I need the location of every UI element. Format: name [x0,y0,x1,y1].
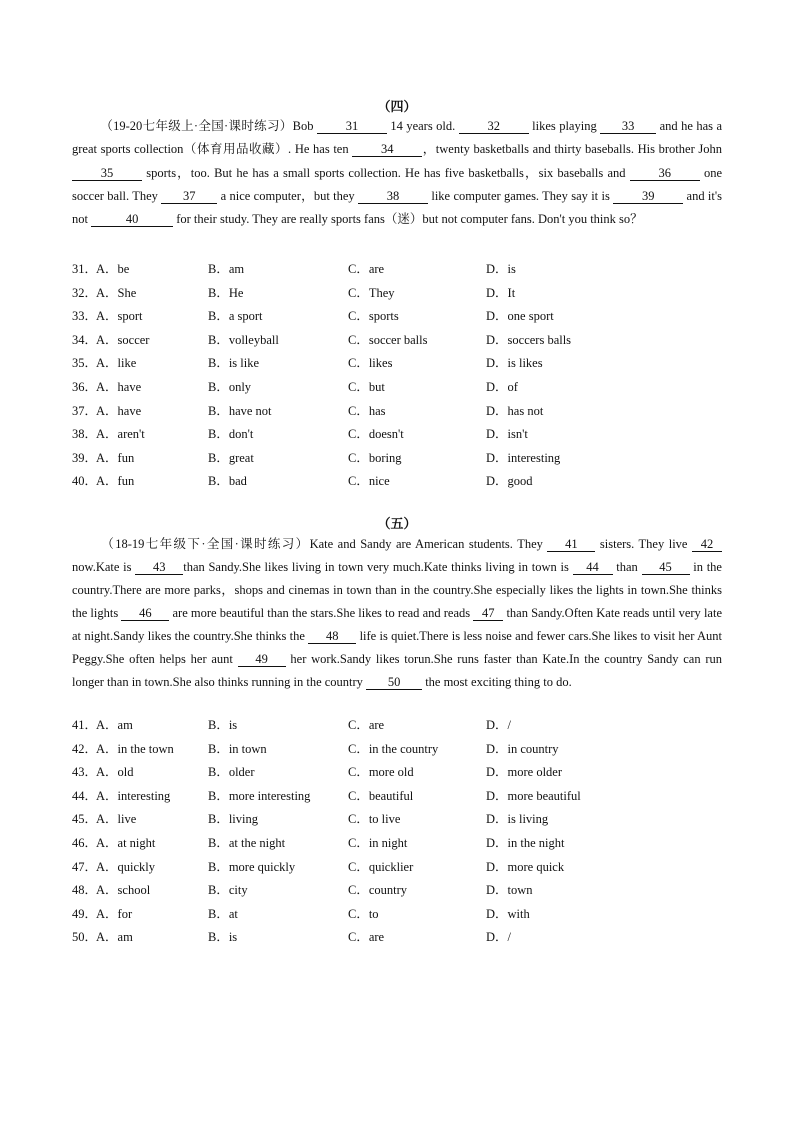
question-row [72,833,722,853]
question-row [72,401,722,421]
option-b: B．at the night [208,836,286,850]
blank-34: 34 [352,143,422,157]
option-b: B．am [208,262,245,276]
option-b: B．bad [208,474,247,489]
option-c: C．likes [348,356,393,371]
option-d: D．good [486,474,533,489]
question-row [72,471,722,491]
question-row [72,809,722,829]
question-number: 35． [72,356,98,371]
option-b: B．at [208,906,238,921]
question-number: 37． [72,403,98,418]
blank-39: 39 [613,190,683,204]
option-a: A．am [96,930,133,945]
option-d: D．is [486,262,516,276]
option-d: D．isn't [486,427,528,442]
section-5-passage: （18-19七年级下·全国·课时练习）Kate and Sandy are American students. They 41 sisters. They live 42 now.Kate is 43 than Sandy.She likes living in town very much.Kate thinks living in town is 44 than 45 in the country.There are more parks，shops and cinemas in town than in the country.She especially likes the lights in town.She thinks the lights 46 are more beautiful than the stars.She likes to read and reads 47 than Sandy.Often Kate reads until very late at night.Sandy likes the country.She thinks the 48 life is quiet.There is less noise and fewer cars.She likes to visit her Aunt Peggy.She often helps her aunt 49 her work.Sandy likes torun.She runs faster than Kate.In the country Sandy can run longer than in town.She also thinks running in the country 50 the most exciting thing to do. [72,537,722,689]
option-a: A．sport [96,309,143,324]
blank-44: 44 [573,561,613,575]
blank-46: 46 [121,607,169,621]
question-number: 42． [72,741,98,756]
option-a: A．fun [96,450,135,465]
option-d: D．one sport [486,309,554,324]
option-b: B．city [208,883,248,898]
option-a: A．school [96,883,151,898]
option-a: A．old [96,765,134,780]
option-c: C．but [348,380,385,394]
option-d: D．more quick [486,859,565,874]
option-b: B．don't [208,427,254,442]
option-b: B．a sport [208,309,263,324]
blank-38: 38 [358,190,428,204]
question-number: 33． [72,309,98,324]
option-c: C．beautiful [348,788,414,803]
question-row [72,904,722,924]
question-number: 31． [72,262,98,276]
blank-50: 50 [366,676,422,690]
option-a: A．have [96,380,142,394]
question-number: 39． [72,450,98,465]
option-c: C．are [348,718,385,732]
option-b: B．older [208,765,255,780]
question-number: 49． [72,906,98,921]
option-c: C．are [348,262,385,276]
question-row [72,283,722,303]
option-a: A．for [96,906,133,921]
option-b: B．is [208,930,238,945]
question-number: 36． [72,380,98,394]
option-d: D．It [486,285,516,300]
question-row [72,739,722,759]
section-4-passage: （19-20七年级上·全国·课时练习）Bob 31 14 years old. 32 likes playing 33 and he has a great sports collection（体育用品收藏）. He has ten 34 ，twenty basketballs and thirty baseballs. His brother John 35 sports，too. But he has a small sports collection. He has five basketballs，six baseballs and 36 one soccer ball. They 37 a nice computer，but they 38 like computer games. They say it is 39 and it's not 40 for their study. They are really sports fans（迷）but not computer fans. Don't you think so？ [72,119,722,227]
option-d: D．/ [486,930,512,945]
option-d: D．with [486,906,530,921]
option-d: D．in country [486,741,559,756]
question-row [72,880,722,900]
option-d: D．interesting [486,450,561,465]
question-number: 32． [72,285,98,300]
blank-36: 36 [630,167,700,181]
question-row [72,306,722,326]
blank-35: 35 [72,167,142,181]
option-d: D．soccers balls [486,332,572,347]
question-number: 41． [72,718,98,732]
option-a: A．interesting [96,788,171,803]
question-row [72,448,722,468]
option-a: A．am [96,718,133,732]
option-d: D．has not [486,403,544,418]
question-number: 44． [72,788,98,803]
option-a: A．soccer [96,332,150,347]
option-a: A．live [96,812,137,827]
question-number: 43． [72,765,98,780]
question-number: 38． [72,427,98,442]
option-c: C．sports [348,309,399,324]
option-c: C．soccer balls [348,332,428,347]
option-a: A．fun [96,474,135,489]
option-c: C．quicklier [348,859,414,874]
option-a: A．aren't [96,427,145,442]
question-number: 40． [72,474,98,489]
option-c: C．They [348,285,395,300]
question-row [72,377,722,397]
section-4-title: （四） [377,99,417,114]
blank-43: 43 [135,561,183,575]
question-number: 47． [72,859,98,874]
option-b: B．more quickly [208,859,296,874]
option-a: A．in the town [96,741,174,756]
question-number: 45． [72,812,98,827]
option-d: D．more older [486,765,563,780]
option-c: C．nice [348,474,390,489]
option-d: D．is likes [486,356,543,371]
question-number: 34． [72,332,98,347]
question-number: 48． [72,883,98,898]
option-c: C．to [348,906,379,921]
question-row [72,353,722,373]
question-row [72,927,722,947]
option-c: C．has [348,403,386,418]
blank-31: 31 [317,120,387,134]
question-row [72,259,722,279]
blank-49: 49 [238,653,286,667]
blank-48: 48 [308,630,356,644]
option-a: A．quickly [96,859,156,874]
option-a: A．have [96,403,142,418]
section-5-source: （18-19七年级下·全国·课时练习） [100,537,310,551]
option-d: D．of [486,380,518,394]
blank-37: 37 [161,190,217,204]
question-row [72,330,722,350]
option-a: A．like [96,356,137,371]
blank-40: 40 [91,213,173,227]
option-c: C．boring [348,450,402,465]
option-c: C．are [348,930,385,945]
question-number: 50． [72,930,98,945]
option-b: B．living [208,812,259,827]
question-row [72,762,722,782]
option-c: C．to live [348,812,401,827]
option-d: D．in the night [486,836,565,850]
option-b: B．volleyball [208,332,279,347]
option-b: B．more interesting [208,788,311,803]
option-b: B．is [208,718,238,732]
option-a: A．She [96,285,137,300]
question-row [72,786,722,806]
question-row [72,424,722,444]
option-c: C．in night [348,836,408,850]
option-d: D．more beautiful [486,788,581,803]
blank-47: 47 [473,607,503,621]
option-b: B．is like [208,356,260,371]
option-c: C．doesn't [348,427,404,442]
section-5-title: （五） [377,516,417,531]
option-d: D．/ [486,718,512,732]
option-a: A．be [96,262,130,276]
blank-33: 33 [600,120,656,134]
blank-45: 45 [642,561,690,575]
blank-41: 41 [547,538,595,552]
option-b: B．He [208,285,244,300]
option-c: C．more old [348,765,414,780]
option-b: B．have not [208,403,272,418]
option-a: A．at night [96,836,156,850]
blank-42: 42 [692,538,722,552]
option-b: B．only [208,380,252,394]
question-row [72,857,722,877]
option-c: C．in the country [348,741,439,756]
section-4-source: （19-20七年级上·全国·课时练习） [100,119,293,133]
option-b: B．great [208,450,254,465]
question-number: 46． [72,836,98,850]
option-d: D．town [486,883,533,898]
option-c: C．country [348,883,408,898]
option-d: D．is living [486,812,549,827]
option-b: B．in town [208,741,267,756]
blank-32: 32 [459,120,529,134]
question-row [72,715,722,735]
